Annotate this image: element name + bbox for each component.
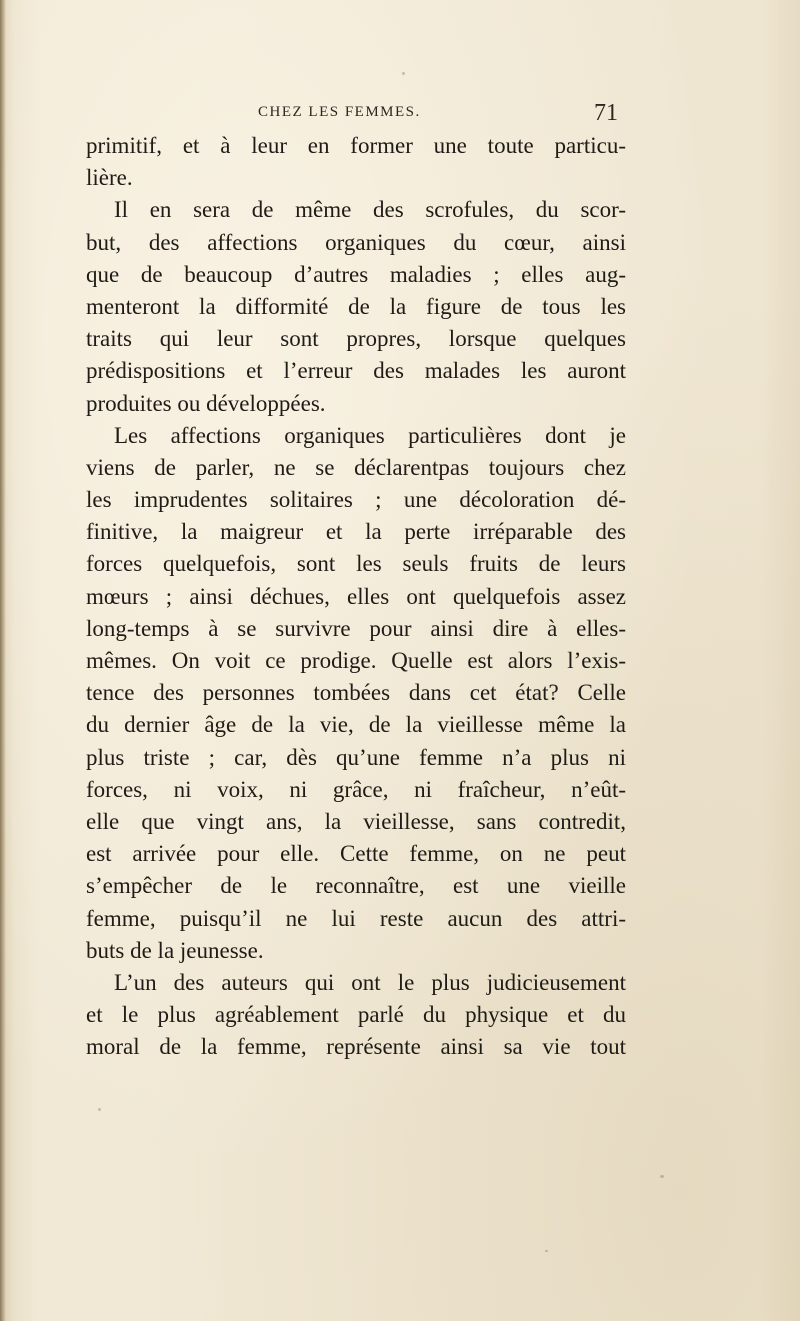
text-line: long-temps à se survivre pour ainsi dire à elles- — [86, 615, 626, 641]
page-header — [86, 100, 626, 130]
paper-speck — [660, 1175, 664, 1178]
text-line: plus triste ; car, dès qu’une femme n’a plus ni — [86, 744, 626, 770]
text-line: tence des personnes tombées dans cet état? Celle — [86, 680, 626, 706]
body-text — [86, 130, 626, 1063]
text-line: Il en sera de même des scrofules, du scor- — [114, 197, 626, 223]
text-line: du dernier âge de la vie, de la vieillesse même la — [86, 712, 626, 738]
text-line: traits qui leur sont propres, lorsque quelques — [86, 326, 626, 352]
text-line: produites ou développées. — [86, 390, 326, 416]
text-line: mœurs ; ainsi déchues, elles ont quelquefois assez — [86, 583, 626, 609]
text-line: Les affections organiques particulières dont je — [114, 422, 626, 448]
text-line: les imprudentes solitaires ; une décoloration dé- — [86, 487, 626, 513]
running-head: CHEZ LES FEMMES. — [258, 104, 421, 120]
text-line: prédispositions et l’erreur des malades les auront — [86, 358, 626, 384]
text-line: menteront la difformité de la figure de tous les — [86, 293, 626, 319]
paper-speck — [98, 1108, 101, 1111]
text-line: est arrivée pour elle. Cette femme, on ne peut — [86, 841, 626, 867]
text-line: que de beaucoup d’autres maladies ; elles aug- — [86, 261, 626, 287]
text-line: moral de la femme, représente ainsi sa vie tout — [86, 1034, 626, 1060]
paper-speck — [402, 72, 405, 75]
text-line: primitif, et à leur en former une toute particu- — [86, 133, 626, 158]
text-line: forces, ni voix, ni grâce, ni fraîcheur, n’eût- — [86, 776, 626, 802]
text-line: lière. — [86, 165, 133, 191]
text-line: viens de parler, ne se déclarentpas toujours chez — [86, 454, 626, 480]
text-line: s’empêcher de le reconnaître, est une vieille — [86, 873, 626, 899]
text-line: but, des affections organiques du cœur, ainsi — [86, 229, 626, 255]
text-line: elle que vingt ans, la vieillesse, sans contredit, — [86, 808, 626, 834]
page-binding-edge — [0, 0, 6, 1321]
text-line: mêmes. On voit ce prodige. Quelle est alors l’exis- — [86, 648, 626, 673]
text-line: femme, puisqu’il ne lui reste aucun des attri- — [86, 905, 626, 931]
text-line: forces quelquefois, sont les seuls fruits de leurs — [86, 551, 626, 577]
text-line: buts de la jeunesse. — [86, 937, 264, 963]
page-number: 71 — [594, 100, 618, 126]
paper-speck — [545, 1250, 548, 1252]
text-line: et le plus agréablement parlé du physique et du — [86, 1002, 626, 1028]
text-line: L’un des auteurs qui ont le plus judicieusement — [114, 969, 626, 995]
text-line: finitive, la maigreur et la perte irréparable des — [86, 519, 626, 545]
